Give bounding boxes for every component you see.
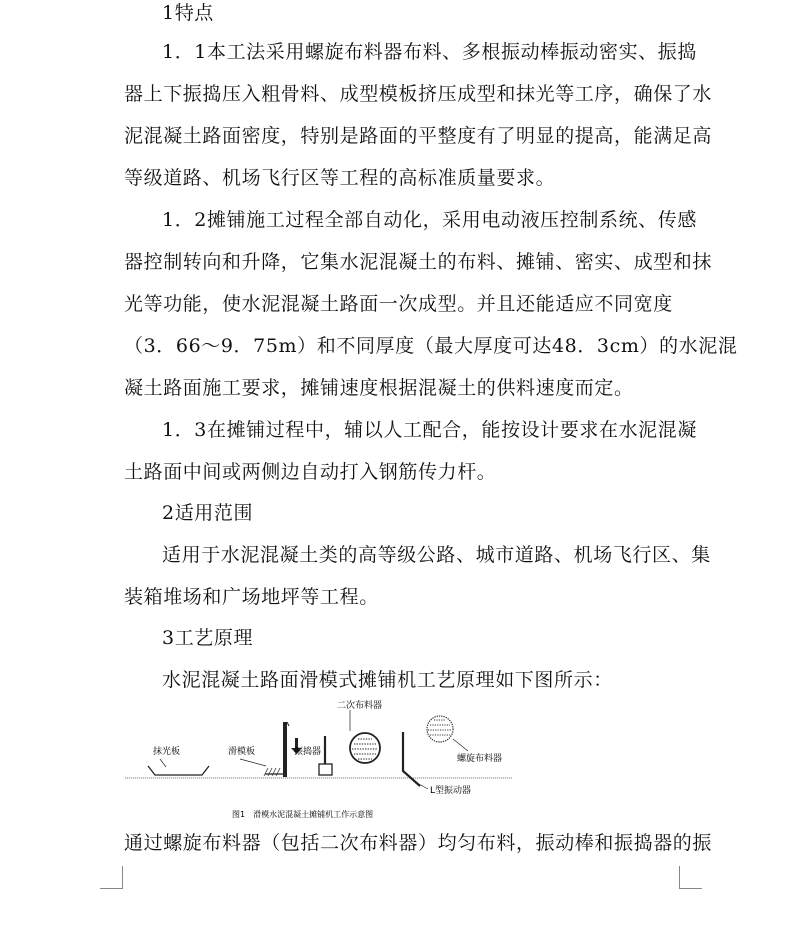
paragraph-1-2-line-5: 凝土路面施工要求，摊铺速度根据混凝土的供料速度而定。	[124, 377, 634, 399]
section-heading-principle: 3工艺原理	[162, 627, 254, 649]
paragraph-1-3-line-1: 1．3在摊铺过程中，辅以人工配合，能按设计要求在水泥混凝	[162, 419, 697, 441]
slipform-pointer	[240, 759, 266, 766]
paragraph-1-2-line-4: （3．66～9．75m）和不同厚度（最大厚度可达48．3cm）的水泥混	[124, 335, 738, 357]
paragraph-1-1-line-3: 泥混凝土路面密度，特别是路面的平整度有了明显的提高，能满足高	[124, 125, 713, 147]
paving-machine-diagram	[120, 696, 530, 826]
trowel-pointer	[160, 759, 166, 767]
paragraph-process-line-1: 通过螺旋布料器（包括二次布料器）均匀布料，振动棒和振捣器的振	[124, 832, 713, 854]
trowel-plate-shape	[148, 766, 209, 775]
figure-caption: 图1 滑模水泥混凝土摊铺机工作示意图	[232, 810, 374, 819]
page-corner-mark-left	[100, 866, 123, 889]
page-corner-mark-right	[679, 866, 702, 889]
l-vibrator-label: L型振动器	[430, 786, 472, 796]
slipform-label: 滑模板	[228, 747, 256, 757]
secondary-distributor-drum	[350, 733, 380, 763]
paragraph-1-1-line-1: 1．1本工法采用螺旋布料器布料、多根振动棒振动密实、振捣	[162, 41, 697, 63]
paragraph-1-2-line-1: 1．2摊铺施工过程全部自动化，采用电动液压控制系统、传感	[162, 209, 697, 231]
paragraph-1-1-line-4: 等级道路、机场飞行区等工程的高标准质量要求。	[124, 167, 556, 189]
spiral-pointer	[453, 739, 468, 751]
paragraph-scope-line-1: 适用于水泥混凝土类的高等级公路、城市道路、机场飞行区、集	[162, 544, 711, 566]
paragraph-1-2-line-3: 光等功能，使水泥混凝土路面一次成型。并且还能适应不同宽度	[124, 293, 673, 315]
tamper-head	[319, 764, 332, 775]
trowel-label: 抹光板	[153, 747, 181, 757]
spiral-distributor-label: 螺旋布料器	[457, 754, 503, 764]
paragraph-1-2-line-2: 器控制转向和升降，它集水泥混凝土的布料、摊铺、密实、成型和抹	[124, 251, 713, 273]
section-heading-features: 1特点	[162, 2, 214, 24]
paragraph-scope-line-2: 装箱堆场和广场地坪等工程。	[124, 586, 379, 608]
slipform-wall	[283, 722, 287, 777]
paragraph-principle-intro: 水泥混凝土路面滑模式摊铺机工艺原理如下图所示：	[162, 669, 613, 691]
paragraph-1-1-line-2: 器上下振捣压入粗骨料、成型模板挤压成型和抹光等工序，确保了水	[124, 83, 713, 105]
secondary-distributor-label: 二次布料器	[337, 701, 383, 711]
paragraph-1-3-line-2: 土路面中间或两侧边自动打入钢筋传力杆。	[124, 461, 497, 483]
tamper-label: 振捣器	[294, 747, 322, 757]
section-heading-scope: 2适用范围	[162, 502, 254, 524]
